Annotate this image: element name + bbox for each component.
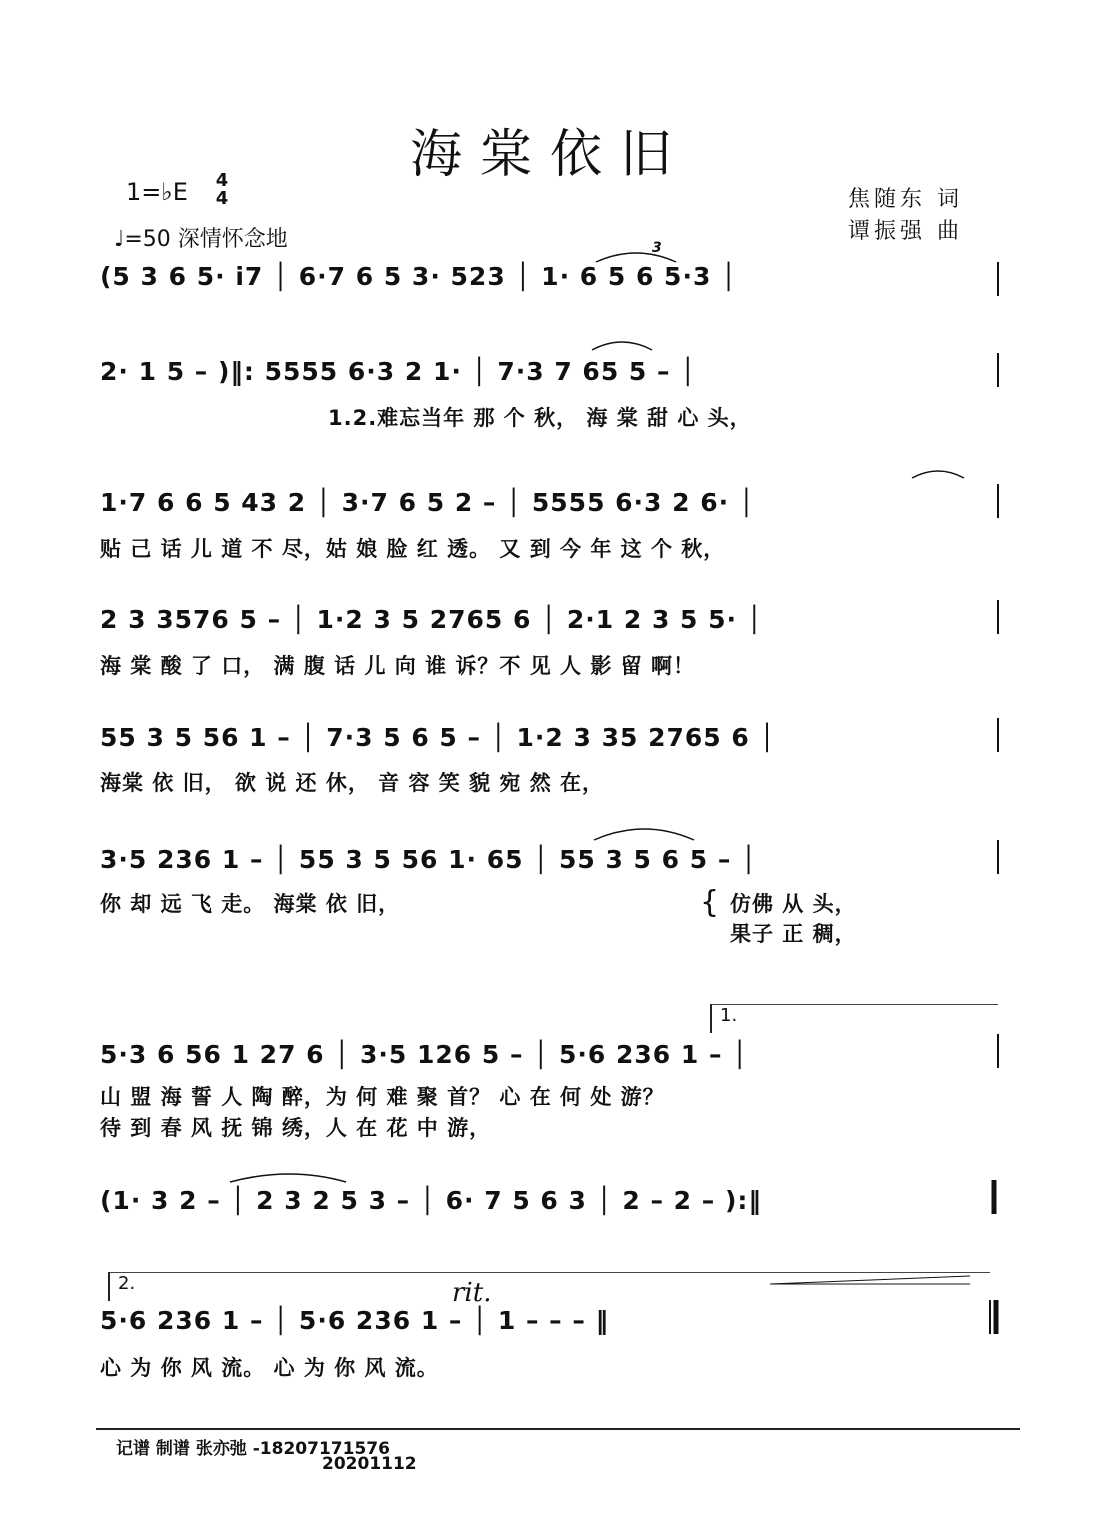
lyric-row-7: 山 盟 海 誓 人 陶 醉，为 何 难 聚 首？ 心 在 何 处 游？: [100, 1085, 665, 1109]
page-title: 海棠依旧: [409, 125, 690, 185]
triplet-mark: 3: [652, 240, 662, 256]
notes-row-7: 5·3 6 56 1 27 6 │ 3·5 126 5 – │ 5·6 236 1 – │: [100, 1040, 749, 1069]
lyric-row-3: 贴 己 话 儿 道 不 尽，姑 娘 脸 红 透。 又 到 今 年 这 个 秋，: [100, 537, 726, 561]
key-label: 1=♭E: [126, 178, 188, 206]
lyric-row-6: 你 却 远 飞 走。 海棠 依 旧，: [100, 892, 401, 916]
volta-2: [108, 1272, 990, 1301]
notes-row-1: (5 3 6 5· i7 │ 6·7 6 5 3· 523 │ 1· 6 5 6 5·3 │: [100, 262, 738, 291]
volta-1: [710, 1004, 998, 1033]
lyricist: 焦随东 词: [848, 187, 963, 212]
notes-row-6: 3·5 236 1 – │ 55 3 5 56 1· 65 │ 55 3 5 6 5 – │: [100, 845, 758, 874]
volta-1-label: 1.: [720, 1005, 738, 1026]
notes-row-3: 1·7 6 6 5 43 2 │ 3·7 6 5 2 – │ 5555 6·3 2 6· │: [100, 488, 755, 517]
footer-credit: 记谱 制谱 张亦弛 -18207171576: [116, 1439, 390, 1459]
notes-row-8: (1· 3 2 – │ 2 3 2 5 3 – │ 6· 7 5 6 3 │ 2 – 2 – ):‖: [100, 1186, 762, 1215]
notes-row-4: 2 3 3576 5 – │ 1·2 3 5 2765 6 │ 2·1 2 3 5 5· │: [100, 605, 763, 634]
bracket-lyric-1: 仿佛 从 头，: [730, 892, 857, 916]
key-signature: [126, 170, 229, 209]
lyric-row-7-alt: 待 到 春 风 抚 锦 绣，人 在 花 中 游，: [100, 1116, 492, 1140]
footer-date: 20201112: [322, 1454, 417, 1474]
score-row-8: [100, 1186, 1000, 1256]
notes-row-5: 55 3 5 56 1 – │ 7·3 5 6 5 – │ 1·2 3 35 2765 6 │: [100, 723, 776, 752]
notes-row-9: 5·6 236 1 – │ 5·6 236 1 – │ 1 – – – ‖: [100, 1306, 610, 1335]
composer: 谭振强 曲: [848, 219, 963, 244]
rit-marking: rit.: [452, 1278, 492, 1308]
score-row-1: [100, 262, 1000, 332]
tempo-marking: ♩=50 深情怀念地: [114, 227, 288, 252]
notes-row-2: 2· 1 5 – )‖: 5555 6·3 2 1· │ 7·3 7 65 5 – │: [100, 357, 697, 386]
footer-rule: [96, 1428, 1020, 1430]
time-top: 4: [215, 170, 229, 191]
volta-2-label: 2.: [118, 1273, 136, 1294]
lyric-row-9: 心 为 你 风 流。 心 为 你 风 流。: [100, 1356, 439, 1380]
time-bottom: 4: [215, 188, 229, 209]
lyric-row-4: 海 棠 酸 了 口， 满 腹 话 儿 向 谁 诉？不 见 人 影 留 啊！: [100, 654, 695, 678]
time-signature: [214, 172, 230, 208]
lyric-brace: {: [700, 885, 720, 920]
lyric-row-2: 1.2.难忘当年 那 个 秋， 海 棠 甜 心 头，: [328, 406, 752, 430]
lyric-row-5: 海棠 依 旧， 欲 说 还 休， 音 容 笑 貌 宛 然 在，: [100, 771, 605, 795]
bracket-lyric-2: 果子 正 稠，: [730, 922, 857, 946]
